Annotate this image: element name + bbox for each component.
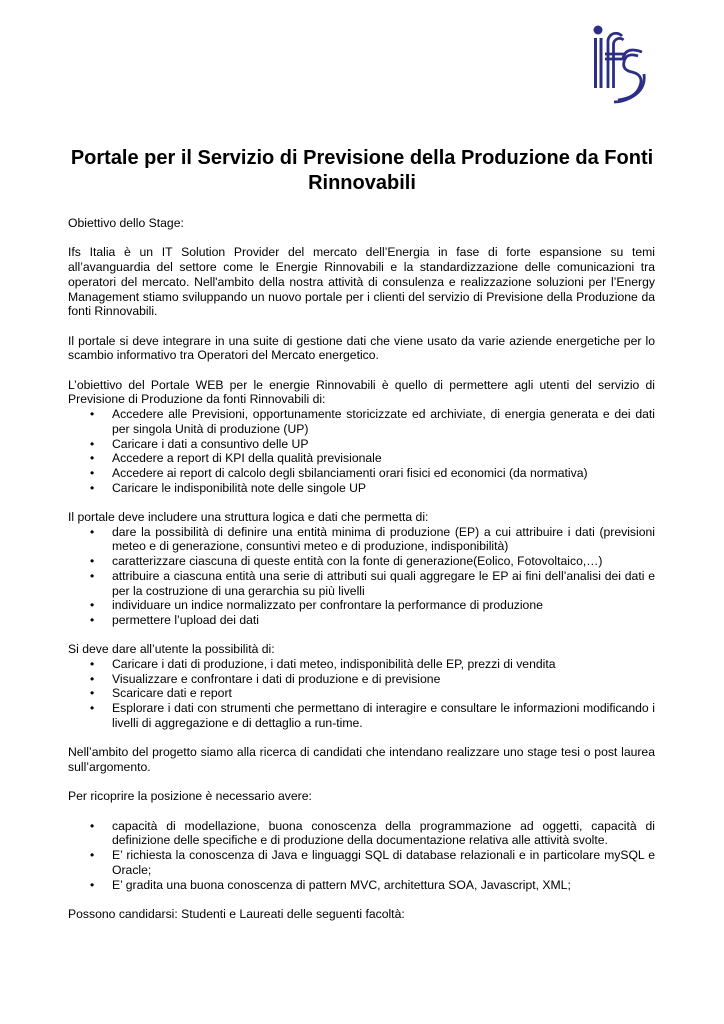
list-item: • caratterizzare ciascuna di queste entità con la fonte di generazione(Eolico, Fotovoltaico,…) — [68, 554, 655, 569]
apply-paragraph: Possono candidarsi: Studenti e Laureati delle seguenti facoltà: — [68, 906, 405, 921]
list-item: • E’ gradita una buona conoscenza di pattern MVC, architettura SOA, Javascript, XML; — [68, 878, 655, 893]
list-item: • Scaricare dati e report — [68, 686, 655, 701]
objective-heading: Obiettivo dello Stage: — [68, 216, 184, 230]
requirements-heading: Per ricoprire la posizione è necessario avere: — [68, 789, 312, 804]
list-item: • Visualizzare e confrontare i dati di produzione e di previsione — [68, 672, 655, 687]
objective-paragraph: L’obiettivo del Portale WEB per le energie Rinnovabili è quello di permettere agli utenti del servizio di Previsione di Produzione da fonti Rinnovabili di: — [68, 377, 655, 407]
ifs-logo — [592, 22, 646, 104]
list-item: • Caricare i dati a consuntivo delle UP — [68, 437, 655, 452]
list-item: • E’ richiesta la conoscenza di Java e linguaggi SQL di database relazionali e in particolare mySQL e Oracle; — [68, 848, 655, 877]
structure-paragraph: Il portale deve includere una struttura logica e dati che permetta di: — [68, 510, 429, 524]
suite-paragraph: Il portale si deve integrare in una suite di gestione dati che viene usato da varie aziende energetiche per lo scambio informativo tra Operatori del Mercato energetico. — [68, 333, 655, 363]
list-item: • permettere l’upload dei dati — [68, 613, 655, 628]
list-item: • dare la possibilità di definire una entità minima di produzione (EP) a cui attribuire i dati (previsioni meteo e di generazione, consuntivi meteo e di produzione, indisponibilità) — [68, 525, 655, 554]
objective-list — [68, 407, 655, 495]
requirements-list — [68, 819, 655, 893]
intro-paragraph: Ifs Italia è un IT Solution Provider del mercato dell’Energia in fase di forte espansione su temi all’avanguardia del settore come le Energie Rinnovabili e la standardizzazione delle comunicazioni tra operatori del mercato. Nell'ambito della nostra attività di consulenza e realizzazione soluzioni per l’Energy Management stiamo sviluppando un nuovo portale per i clienti del servizio di Previsione della Produzione da fonti Rinnovabili. — [68, 245, 655, 319]
page-title: Portale per il Servizio di Previsione della Produzione da Fonti Rinnovabili — [70, 147, 654, 194]
list-item: • Accedere ai report di calcolo degli sbilanciamenti orari fisici ed economici (da normativa) — [68, 466, 655, 481]
user-paragraph: Si deve dare all’utente la possibilità di: — [68, 642, 275, 657]
candidates-paragraph: Nell’ambito del progetto siamo alla ricerca di candidati che intendano realizzare uno stage tesi o post laurea sull’argomento. — [68, 745, 655, 774]
list-item: • individuare un indice normalizzato per confrontare la performance di produzione — [68, 598, 655, 613]
list-item: • Esplorare i dati con strumenti che permettano di interagire e consultare le informazioni modificando i livelli di aggregazione e di dettaglio a run-time. — [68, 701, 655, 730]
document-body — [68, 216, 655, 922]
list-item: • Accedere a report di KPI della qualità previsionale — [68, 451, 655, 466]
structure-list — [68, 525, 655, 628]
list-item: • Caricare i dati di produzione, i dati meteo, indisponibilità delle EP, prezzi di vendita — [68, 657, 655, 672]
user-list — [68, 657, 655, 731]
list-item: • Caricare le indisponibilità note delle singole UP — [68, 481, 655, 496]
list-item: • attribuire a ciascuna entità una serie di attributi sui quali aggregare le EP ai fini dell’analisi dei dati e per la costruzione di una gerarchia su più livelli — [68, 569, 655, 598]
list-item: • capacità di modellazione, buona conoscenza della programmazione ad oggetti, capacità di definizione delle specifiche e di produzione della documentazione relativa alle attività svolte. — [68, 819, 655, 848]
list-item: • Accedere alle Previsioni, opportunamente storicizzate ed archiviate, di energia generata e dei dati per singola Unità di produzione (UP) — [68, 407, 655, 436]
